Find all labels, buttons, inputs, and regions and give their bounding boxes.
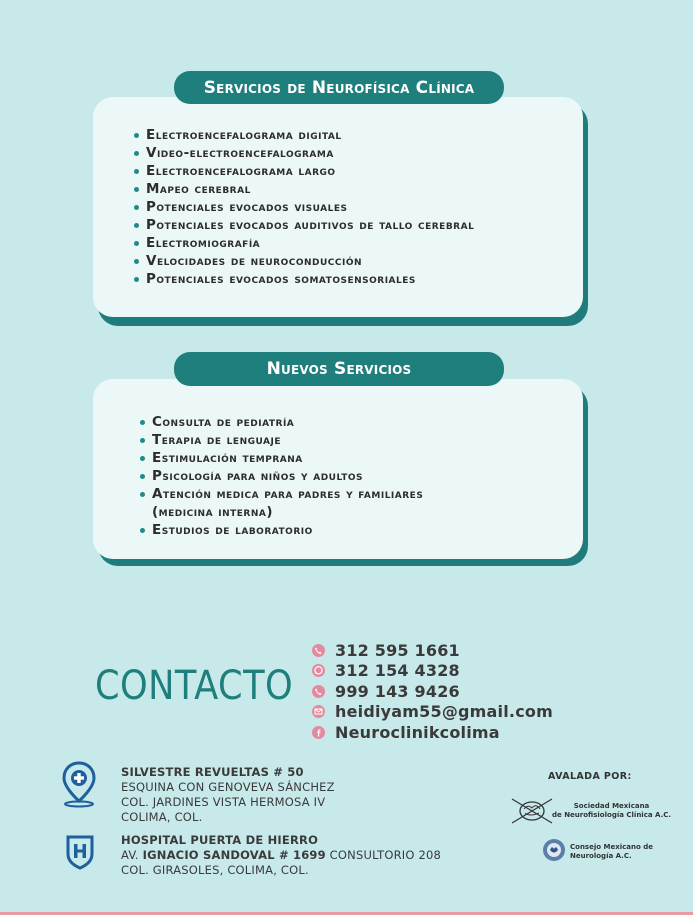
whatsapp-icon: [312, 664, 325, 677]
neurology-council-logo: [542, 838, 566, 866]
list-item: Atención medica para padres y familiares (medicina interna): [140, 485, 423, 521]
list-item: Terapia de lenguaje: [140, 431, 423, 449]
neurophysiology-society-logo: [510, 795, 554, 831]
hospital-shield-icon: [64, 834, 96, 874]
list-item: Estudios de laboratorio: [140, 521, 423, 539]
list-item: Potenciales evocados visuales: [134, 198, 474, 216]
address-hospital-street: AV. IGNACIO SANDOVAL # 1699 CONSULTORIO 208: [121, 848, 442, 862]
phone-icon: [312, 644, 325, 657]
location-pin-icon: [58, 760, 100, 812]
list-item: Consulta de pediatría: [140, 413, 423, 431]
email-icon: [312, 705, 325, 718]
nuevos-list: [140, 413, 423, 539]
list-item: Psicología para niños y adultos: [140, 467, 423, 485]
contact-whatsapp[interactable]: 312 154 4328: [312, 661, 553, 682]
society-name: Sociedad Mexicana de Neurofisiología Clínica A.C.: [552, 802, 672, 819]
neurofisica-title: Servicios de Neurofísica Clínica: [174, 71, 504, 104]
list-item: Potenciales evocados somatosensoriales: [134, 270, 474, 288]
address-hospital: HOSPITAL PUERTA DE HIERRO AV. IGNACIO SANDOVAL # 1699 CONSULTORIO 208 COL. GIRASOLES, COLIMA, COL.: [121, 833, 442, 877]
list-item: Electromiografía: [134, 234, 474, 252]
list-item: Estimulación temprana: [140, 449, 423, 467]
contact-list: [312, 640, 553, 743]
endorsed-by-label: AVALADA POR:: [548, 771, 632, 782]
contact-phone-1[interactable]: 312 595 1661: [312, 640, 553, 661]
contact-facebook[interactable]: Neuroclinikcolima: [312, 722, 553, 743]
address-primary: SILVESTRE REVUELTAS # 50 ESQUINA CON GENOVEVA SÁNCHEZ COL. JARDINES VISTA HERMOSA IV COLIMA, COL.: [121, 765, 335, 824]
list-item: Electroencefalograma digital: [134, 126, 474, 144]
list-item: Video-electroencefalograma: [134, 144, 474, 162]
list-item: Velocidades de neuroconducción: [134, 252, 474, 270]
contact-title: CONTACTO: [95, 663, 294, 709]
contact-email[interactable]: heidiyam55@gmail.com: [312, 702, 553, 723]
list-item: Potenciales evocados auditivos de tallo cerebral: [134, 216, 474, 234]
contact-phone-2[interactable]: 999 143 9426: [312, 681, 553, 702]
nuevos-title: Nuevos Servicios: [174, 352, 504, 386]
list-item: Electroencefalograma largo: [134, 162, 474, 180]
list-item-sub: (medicina interna): [152, 504, 274, 520]
council-name: Consejo Mexicano de Neurología A.C.: [570, 843, 653, 860]
facebook-icon: [312, 726, 325, 739]
phone-icon: [312, 685, 325, 698]
neurofisica-list: [134, 126, 474, 288]
list-item: Mapeo cerebral: [134, 180, 474, 198]
